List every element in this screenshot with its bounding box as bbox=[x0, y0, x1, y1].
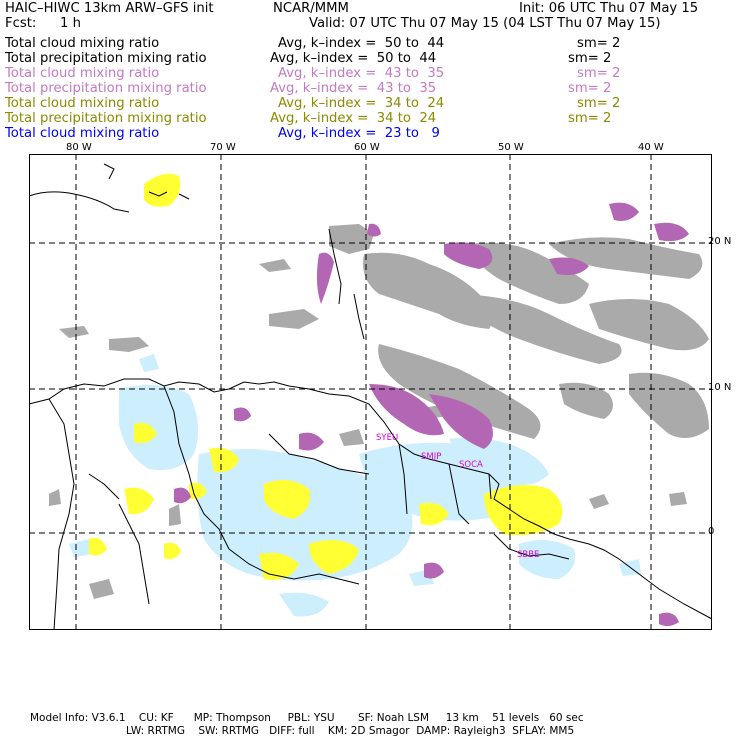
lat-label-20n: 20 N bbox=[708, 236, 732, 247]
field-4-range: Avg, k–index = 34 to 24 bbox=[278, 96, 445, 111]
field-3-range: Avg, k–index = 43 to 35 bbox=[270, 81, 437, 96]
valid-time: Valid: 07 UTC Thu 07 May 15 (04 LST Thu 07 May 15) bbox=[309, 16, 661, 31]
model-info-line-1: Model Info: V3.6.1 CU: KF MP: Thompson PBL: YSU SF: Noah LSM 13 km 51 levels 60 sec bbox=[30, 712, 584, 724]
forecast-map bbox=[29, 142, 715, 630]
forecast-hour: 1 h bbox=[60, 16, 81, 31]
field-2-range: Avg, k–index = 43 to 35 bbox=[278, 66, 445, 81]
lon-label-50w: 50 W bbox=[498, 142, 524, 153]
field-1-name: Total precipitation mixing ratio bbox=[5, 51, 207, 66]
field-5-sm: sm= 2 bbox=[568, 111, 612, 126]
forecast-label: Fcst: bbox=[5, 16, 37, 31]
field-4-name: Total cloud mixing ratio bbox=[5, 96, 160, 111]
station-smjp: SMJP bbox=[421, 452, 442, 462]
init-time: Init: 06 UTC Thu 07 May 15 bbox=[519, 1, 699, 16]
field-1-sm: sm= 2 bbox=[568, 51, 612, 66]
field-3-sm: sm= 2 bbox=[568, 81, 612, 96]
model-title: HAIC–HIWC 13km ARW–GFS init bbox=[5, 1, 214, 16]
station-syeu: SYEU bbox=[376, 433, 399, 443]
field-5-name: Total precipitation mixing ratio bbox=[5, 111, 207, 126]
lon-label-80w: 80 W bbox=[66, 142, 92, 153]
field-2-sm: sm= 2 bbox=[577, 66, 621, 81]
lon-label-40w: 40 W bbox=[638, 142, 664, 153]
field-0-name: Total cloud mixing ratio bbox=[5, 36, 160, 51]
field-6-range: Avg, k–index = 23 to 9 bbox=[278, 126, 440, 141]
lon-label-70w: 70 W bbox=[210, 142, 236, 153]
field-1-range: Avg, k–index = 50 to 44 bbox=[270, 51, 437, 66]
field-6-name: Total cloud mixing ratio bbox=[5, 126, 160, 141]
field-2-name: Total cloud mixing ratio bbox=[5, 66, 160, 81]
field-0-range: Avg, k–index = 50 to 44 bbox=[278, 36, 445, 51]
model-info-line-2: LW: RRTMG SW: RRTMG DIFF: full KM: 2D Smagor DAMP: Rayleigh3 SFLAY: MM5 bbox=[126, 725, 575, 737]
lon-label-60w: 60 W bbox=[354, 142, 380, 153]
field-5-range: Avg, k–index = 34 to 24 bbox=[270, 111, 437, 126]
lat-label-0: 0 bbox=[708, 526, 715, 537]
station-soca: SOCA bbox=[459, 460, 483, 470]
field-3-name: Total precipitation mixing ratio bbox=[5, 81, 207, 96]
field-4-sm: sm= 2 bbox=[577, 96, 621, 111]
station-sbbe: SBBE bbox=[517, 550, 540, 560]
organization: NCAR/MMM bbox=[273, 1, 349, 16]
lat-label-10n: 10 N bbox=[708, 382, 732, 393]
field-0-sm: sm= 2 bbox=[577, 36, 621, 51]
